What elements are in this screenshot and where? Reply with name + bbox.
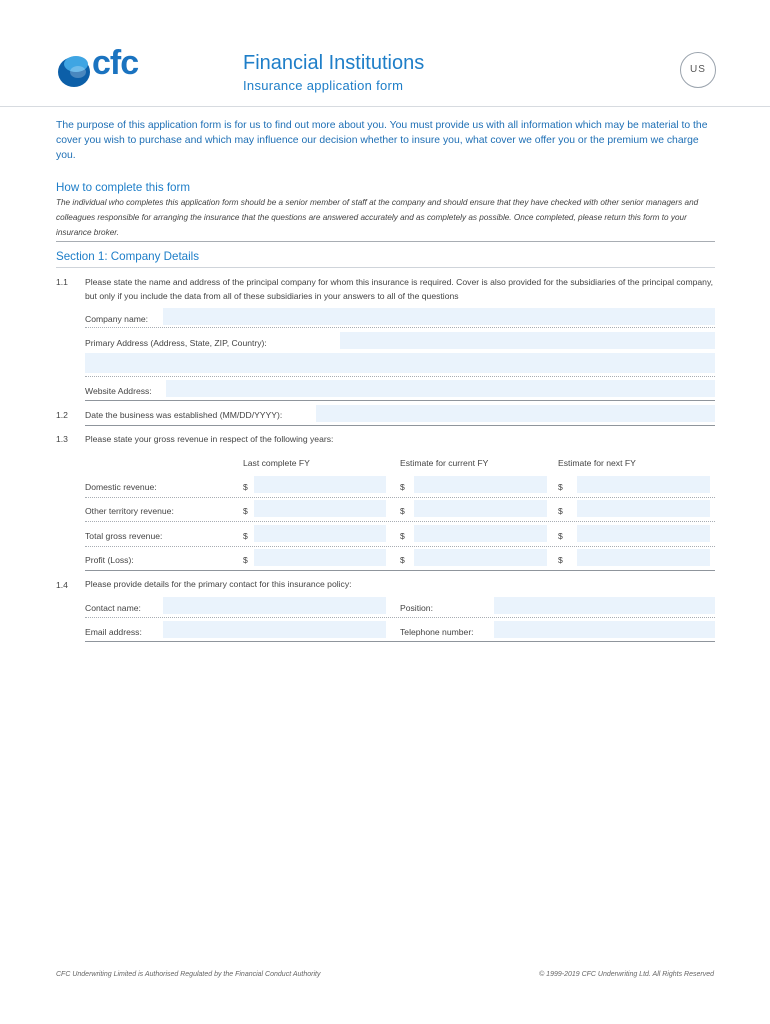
contact-name-input[interactable] bbox=[163, 597, 386, 614]
profit-loss-last-fy-input[interactable] bbox=[254, 549, 386, 566]
currency-symbol: $ bbox=[558, 555, 563, 565]
how-to-heading: How to complete this form bbox=[56, 181, 191, 194]
domestic-current-fy-input[interactable] bbox=[414, 476, 547, 493]
profit-loss-current-fy-input[interactable] bbox=[414, 549, 547, 566]
row-label-domestic: Domestic revenue: bbox=[85, 482, 157, 492]
page-subtitle: Insurance application form bbox=[243, 78, 404, 93]
website-input[interactable] bbox=[166, 380, 715, 397]
q1-3-text: Please state your gross revenue in respect of the following years: bbox=[85, 434, 334, 444]
currency-symbol: $ bbox=[400, 531, 405, 541]
currency-symbol: $ bbox=[558, 482, 563, 492]
intro-paragraph: The purpose of this application form is for us to find out more about you. You must provide us with all information which may be material to the cover you wish to purchase and which may influence our decision whether to insure you, what cover we offer you or the premium we charge you. bbox=[56, 120, 708, 161]
telephone-input[interactable] bbox=[494, 621, 715, 638]
total-gross-last-fy-input[interactable] bbox=[254, 525, 386, 542]
cfc-logo-mark bbox=[54, 50, 94, 90]
row-label-other-territory: Other territory revenue: bbox=[85, 506, 174, 516]
other-territory-next-fy-input[interactable] bbox=[577, 500, 710, 517]
currency-symbol: $ bbox=[243, 555, 248, 565]
footer-regulatory-note: CFC Underwriting Limited is Authorised Regulated by the Financial Conduct Authority bbox=[56, 971, 321, 978]
address-label: Primary Address (Address, State, ZIP, Country): bbox=[85, 338, 267, 348]
email-input[interactable] bbox=[163, 621, 386, 638]
currency-symbol: $ bbox=[558, 531, 563, 541]
q1-1-text: Please state the name and address of the principal company for whom this insurance is required. Cover is also provided for the subsidiaries of the principal company, but only if you include the data from all of these subsidiaries in your answers to all of the questions bbox=[85, 277, 713, 301]
column-header-current-fy: Estimate for current FY bbox=[400, 458, 489, 468]
telephone-label: Telephone number: bbox=[400, 627, 474, 637]
website-label: Website Address: bbox=[85, 386, 152, 396]
q1-2-number: 1.2 bbox=[56, 410, 68, 420]
position-input[interactable] bbox=[494, 597, 715, 614]
dotted-rule bbox=[85, 376, 715, 377]
column-header-last-fy: Last complete FY bbox=[243, 458, 310, 468]
region-badge: US bbox=[680, 52, 716, 88]
dotted-rule bbox=[85, 546, 715, 547]
row-label-profit-loss: Profit (Loss): bbox=[85, 555, 134, 565]
q1-4-number: 1.4 bbox=[56, 580, 68, 590]
q1-4-divider bbox=[85, 641, 715, 642]
company-name-input[interactable] bbox=[163, 308, 715, 325]
total-gross-current-fy-input[interactable] bbox=[414, 525, 547, 542]
section-1-heading: Section 1: Company Details bbox=[56, 250, 200, 263]
row-label-total-gross: Total gross revenue: bbox=[85, 531, 163, 541]
currency-symbol: $ bbox=[243, 506, 248, 516]
address-input-line-1[interactable] bbox=[340, 332, 715, 349]
contact-name-label: Contact name: bbox=[85, 603, 141, 613]
currency-symbol: $ bbox=[400, 506, 405, 516]
section-divider bbox=[56, 241, 715, 242]
address-input-line-2[interactable] bbox=[85, 353, 715, 373]
position-label: Position: bbox=[400, 603, 433, 613]
logo-text: cfc bbox=[92, 44, 139, 82]
domestic-next-fy-input[interactable] bbox=[577, 476, 710, 493]
domestic-last-fy-input[interactable] bbox=[254, 476, 386, 493]
column-header-next-fy: Estimate for next FY bbox=[558, 458, 636, 468]
q1-1-number: 1.1 bbox=[56, 277, 68, 287]
dotted-rule bbox=[85, 617, 715, 618]
header-divider bbox=[0, 106, 770, 107]
dotted-rule bbox=[85, 497, 715, 498]
how-to-text: The individual who completes this application form should be a senior member of staff at the company and should ensure that they have checked with other senior managers and colleagues responsible for arranging the insurance that the questions are answered accurately and as completely as possible. Once completed, please return this form to your insurance broker. bbox=[56, 198, 699, 237]
q1-1-divider bbox=[85, 400, 715, 401]
section-1-divider bbox=[56, 267, 715, 268]
currency-symbol: $ bbox=[243, 531, 248, 541]
page-title: Financial Institutions bbox=[243, 52, 425, 74]
currency-symbol: $ bbox=[400, 555, 405, 565]
currency-symbol: $ bbox=[558, 506, 563, 516]
footer-copyright: © 1999-2019 CFC Underwriting Ltd. All Rights Reserved bbox=[539, 971, 714, 978]
company-name-label: Company name: bbox=[85, 314, 149, 324]
q1-3-divider bbox=[85, 570, 715, 571]
date-established-input[interactable] bbox=[316, 405, 715, 422]
q1-2-text: Date the business was established (MM/DD/YYYY): bbox=[85, 410, 283, 420]
total-gross-next-fy-input[interactable] bbox=[577, 525, 710, 542]
currency-symbol: $ bbox=[243, 482, 248, 492]
email-label: Email address: bbox=[85, 627, 142, 637]
dotted-rule bbox=[85, 327, 715, 328]
q1-4-text: Please provide details for the primary contact for this insurance policy: bbox=[85, 579, 352, 589]
profit-loss-next-fy-input[interactable] bbox=[577, 549, 710, 566]
q1-2-divider bbox=[85, 425, 715, 426]
other-territory-last-fy-input[interactable] bbox=[254, 500, 386, 517]
other-territory-current-fy-input[interactable] bbox=[414, 500, 547, 517]
currency-symbol: $ bbox=[400, 482, 405, 492]
dotted-rule bbox=[85, 521, 715, 522]
q1-3-number: 1.3 bbox=[56, 434, 68, 444]
